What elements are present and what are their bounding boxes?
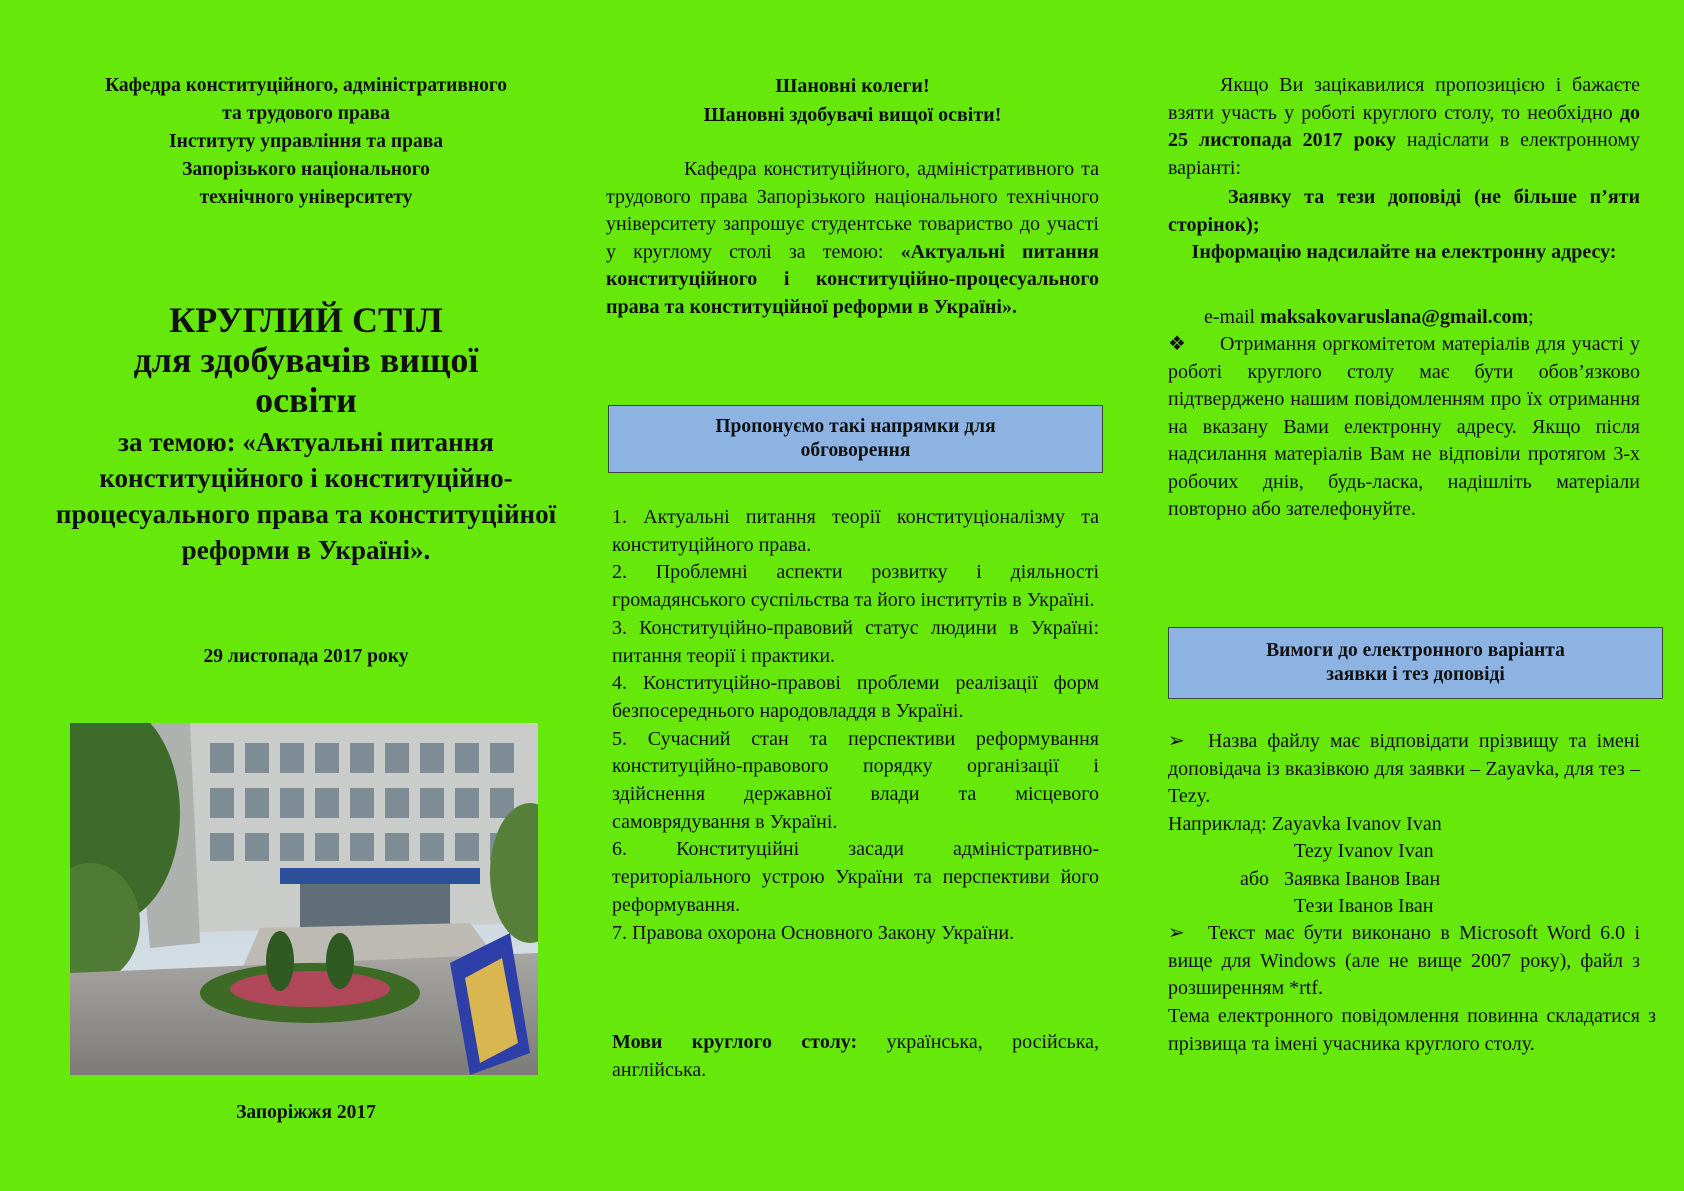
right-panel [1168,0,1656,1191]
greeting-line: Шановні колеги! [775,75,930,97]
list-item: 1. Актуальні питання теорії конституціоналізму та конституційного права. [612,506,1099,556]
participation-tail: надіслати в електронному варіанті: [1168,129,1640,179]
topics-heading-line: обговорення [800,440,911,461]
university-building-photo [70,723,538,1075]
file-naming-rules [1168,728,1640,921]
invitation-topic: «Актуальні питання конституційного і конституційно-процесуального права та конституційної реформи в Україні». [606,240,1099,318]
example-row [1168,866,1640,894]
greeting [606,72,1099,130]
topics-list [612,504,1099,947]
department-line: технічного університету [199,187,413,208]
participation-text: Якщо Ви зацікавилися пропозицією і бажаєте взяти участь у роботі круглого столу, то необхідно [1168,74,1640,124]
topics-heading-box [608,405,1103,473]
file-rule-text: Назва файлу має відповідати прізвищу та імені доповідача із вказівкою для заявки – Zayavka, для тез – Tezy. [1168,730,1640,807]
example-or: або [1240,867,1270,890]
example-row [1168,893,1640,921]
languages-value: українська, російська, англійська. [612,1031,1099,1081]
diamond-bullet-icon: ❖ [1168,333,1186,355]
event-block [50,300,562,568]
building-photo-illustration [70,723,538,1075]
email-line [1204,304,1644,332]
city-year: Запоріжжя 2017 [236,1102,376,1123]
department-heading [50,72,562,212]
example-value: Zayavka Ivanov Ivan [1266,812,1442,835]
request-materials: Заявку та тези доповіді (не більше п’яти сторінок); [1168,186,1640,236]
deadline: до 25 листопада 2017 року [1168,101,1640,151]
event-topic: за темою: «Актуальні питання конституційного і конституційно-процесуального права та конституційної реформи в Україні». [55,427,557,565]
middle-panel [606,0,1099,1191]
example-row [1168,811,1640,839]
example-row [1168,838,1640,866]
email-subject-rule: Тема електронного повідомлення повинна складатися з прізвища та імені учасника круглого столу. [1168,1005,1656,1055]
event-title-line: освіти [255,380,357,420]
event-date: 29 листопада 2017 року [203,646,409,667]
file-rule [1168,728,1640,811]
greeting-line: Шановні здобувачі вищої освіти! [703,104,1002,126]
example-value: Tezy Ivanov Ivan [1294,840,1434,862]
send-info: Інформацію надсилайте на електронну адресу: [1191,241,1617,263]
email-prefix: e-mail [1204,306,1261,328]
arrow-bullet-icon: ➢ [1168,922,1185,944]
example-value: Тези Іванов Іван [1294,895,1434,917]
email-link[interactable]: maksakovaruslana@gmail.com [1260,306,1529,328]
email-suffix: ; [1528,306,1534,328]
word-format-rule [1168,920,1640,1003]
list-item: 2. Проблемні аспекти розвитку і діяльності громадянського суспільства та його інститутів в Україні. [612,561,1099,612]
list-item: 5. Сучасний стан та перспективи реформування конституційно-правового порядку організації і здійснення державної влади та місцевого самоврядування в Україні. [612,727,1099,833]
languages [612,1029,1099,1084]
confirmation-paragraph [1168,331,1640,524]
list-item: 7. Правова охорона Основного Закону України. [612,921,1015,944]
arrow-bullet-icon: ➢ [1168,730,1185,752]
languages-label: Мови круглого столу: [612,1031,858,1053]
requirements-heading-line: заявки і тез доповіді [1326,664,1505,685]
event-title-line: для здобувачів вищої [133,340,479,380]
list-item: 3. Конституційно-правовий статус людини в Україні: питання теорії і практики. [612,616,1099,667]
word-rule-text: Текст має бути виконано в Microsoft Word 6.0 і вище для Windows (але не вище 2007 року), файл з розширенням *rtf. [1168,922,1640,999]
confirmation-text: Отримання оргкомітетом матеріалів для участі у роботі круглого столу має бути обов’язково підтверджено нашим повідомленням про їх отримання на вказану Вами електронну адресу. Якщо після надсилання матеріалів Вам не відповіли протягом 3-х робочих днів, будь-ласка, надішліть матеріали повторно або зателефонуйте. [1168,333,1640,520]
participation-paragraph [1168,72,1640,182]
department-line: Запорізького національного [182,159,430,180]
topics-heading-line: Пропонуємо такі напрямки для [715,416,996,437]
department-line: Кафедра конституційного, адміністративного [104,75,508,96]
requirements-heading-line: Вимоги до електронного варіанта [1266,640,1565,661]
event-title [50,300,562,420]
list-item: 6. Конституційні засади адміністративно-територіального устрою України та перспективи його реформування. [612,838,1099,916]
left-panel [50,0,562,1191]
example-label: Наприклад: [1168,812,1267,835]
department-line: Інституту управління та права [169,131,443,152]
invitation-text: Кафедра конституційного, адміністративного та трудового права Запорізького національного технічного університету запрошує студентське товариство до участі у круглому столі за темою: [606,158,1099,263]
requirements-heading-box [1168,627,1663,699]
list-item: 4. Конституційно-правові проблеми реалізації форм безпосереднього народовладдя в Україні. [612,672,1099,722]
example-value: Заявка Іванов Іван [1284,867,1441,890]
department-line: та трудового права [222,103,390,124]
event-title-line: КРУГЛИЙ СТІЛ [169,300,443,340]
invitation-paragraph [606,156,1099,321]
